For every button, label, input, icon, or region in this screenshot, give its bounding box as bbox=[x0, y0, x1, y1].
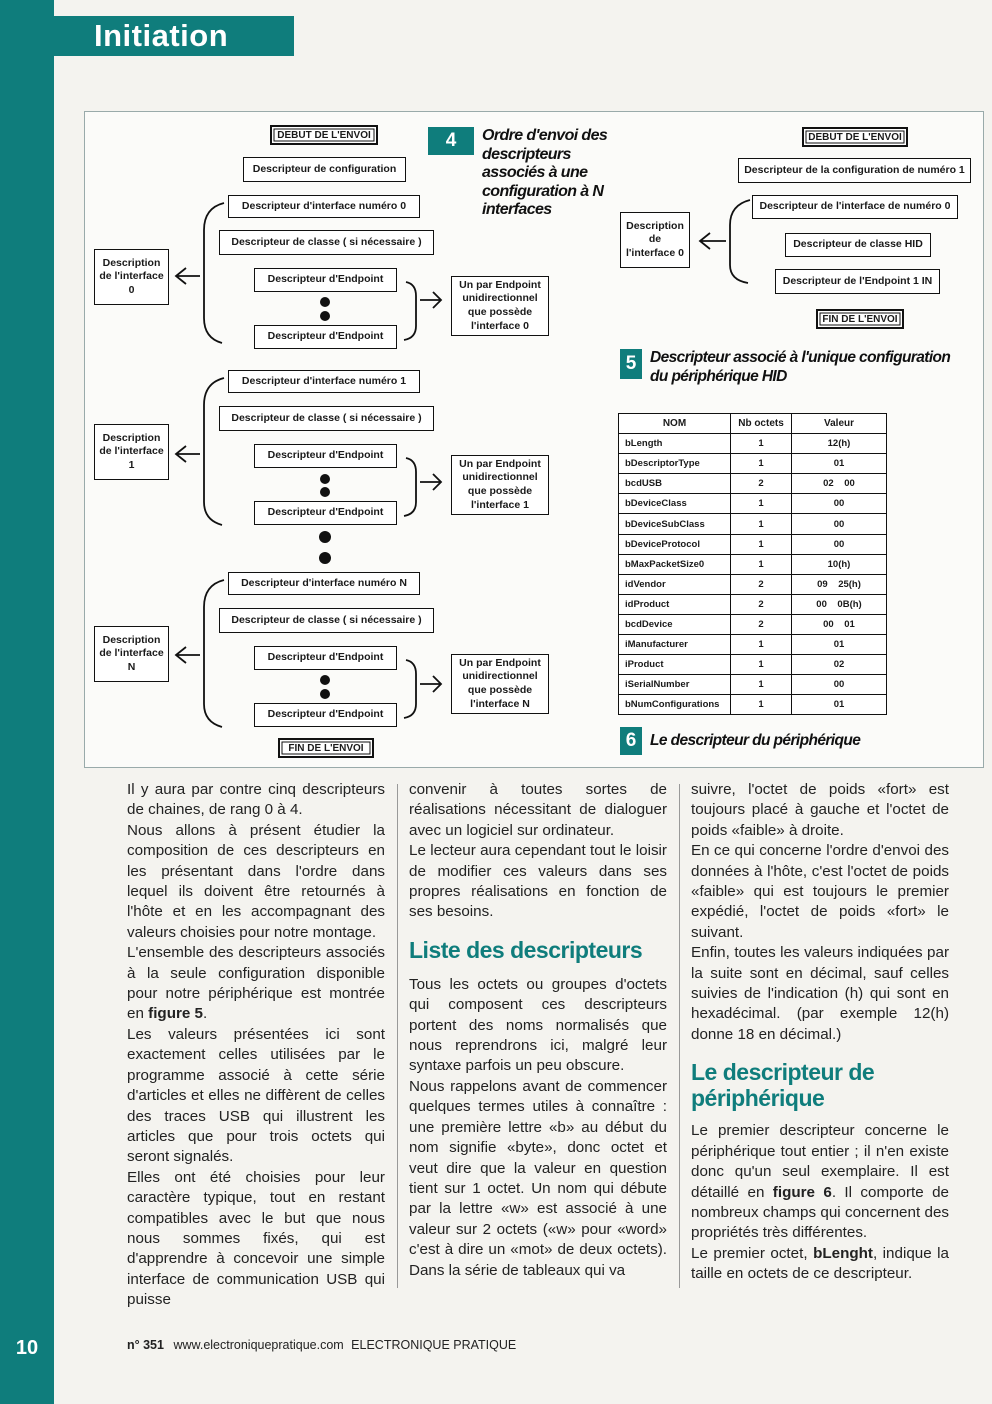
paragraph bbox=[127, 943, 385, 1025]
field-name: bDeviceClass bbox=[619, 494, 731, 514]
fig4-description-n-box: Description de l'interface N bbox=[94, 626, 169, 682]
section-heading: Liste des descripteurs bbox=[409, 936, 643, 963]
byte-count: 1 bbox=[731, 434, 792, 454]
table-row bbox=[619, 534, 887, 554]
field-name: bMaxPacketSize0 bbox=[619, 554, 731, 574]
table-row bbox=[619, 434, 887, 454]
fig4-ellipsis-dot bbox=[320, 474, 330, 484]
fig5-end-box: FIN DE L'ENVOI bbox=[816, 309, 904, 329]
article-column-3 bbox=[691, 780, 949, 1285]
fig4-number-badge: 4 bbox=[428, 127, 474, 155]
magazine-name: ELECTRONIQUE PRATIQUE bbox=[351, 1338, 517, 1352]
table-row bbox=[619, 635, 887, 655]
column-divider bbox=[679, 784, 680, 1288]
table-header-row bbox=[619, 414, 887, 434]
field-value: 12(h) bbox=[792, 434, 887, 454]
fig5-description-box: Description de l'interface 0 bbox=[620, 212, 690, 268]
text-span: . bbox=[203, 1005, 208, 1023]
field-value: 01 bbox=[792, 635, 887, 655]
text-span: . Il comporte de nombreux champs qui concernent des propriétés très différentes. bbox=[691, 1183, 949, 1242]
field-value: 00 0B(h) bbox=[792, 594, 887, 614]
paragraph: Nous rappelons avant de commencer quelques termes utiles à connaître : une première lettre «b» au début du nom signifie «byte», donc octet et veut dire que la valeur en question tient sur 1 octet. Un nom qui débute par la lettre «w» est associé à une valeur sur 2 octets («w» pour «word» c'est à dire un «mot» de deux octets). Dans la série de tableaux qui va bbox=[409, 1077, 667, 1279]
fig4-end-box: FIN DE L'ENVOI bbox=[278, 738, 374, 758]
fig6-caption-text: Le descripteur du périphérique bbox=[650, 732, 861, 749]
paragraph: Le lecteur aura cependant tout le loisir de modifier ces valeurs dans ses propres réalisations en fonction de ses besoins. bbox=[409, 842, 667, 921]
field-reference: bLenght bbox=[813, 1244, 873, 1262]
field-value: 00 bbox=[792, 675, 887, 695]
field-value: 01 bbox=[792, 454, 887, 474]
fig4-ellipsis-dot bbox=[320, 311, 330, 321]
paragraph: Il y aura par contre cinq descripteurs de chaines, de rang 0 à 4. bbox=[127, 781, 385, 819]
fig4-note-1-box: Un par Endpoint unidirectionnel que possède l'interface 1 bbox=[451, 455, 549, 515]
paragraph: En ce qui concerne l'ordre d'envoi des données à l'hôte, c'est l'octet de poids «faible» qui est toujours le premier expédié, l'octet de poids «fort» le suivant. bbox=[691, 842, 949, 941]
text-span: Le premier descripteur concerne le périphérique tout entier ; il n'en existe donc qu'un seul exemplaire. Il est détaillé en bbox=[691, 1122, 949, 1201]
table-row bbox=[619, 655, 887, 675]
fig4-interface-n-box: Descripteur d'interface numéro N bbox=[228, 572, 420, 595]
field-value: 02 bbox=[792, 655, 887, 675]
fig5-class-box: Descripteur de classe HID bbox=[785, 233, 931, 257]
field-name: bLength bbox=[619, 434, 731, 454]
field-value: 00 bbox=[792, 494, 887, 514]
fig4-ellipsis-dot bbox=[320, 487, 330, 497]
table-row bbox=[619, 454, 887, 474]
field-name: bNumConfigurations bbox=[619, 695, 731, 715]
paragraph: convenir à toutes sortes de réalisations nécessitant de dialoguer avec un logiciel sur ordinateur. bbox=[409, 781, 667, 839]
field-name: bDeviceProtocol bbox=[619, 534, 731, 554]
fig4-caption bbox=[428, 127, 610, 220]
fig4-config-box: Descripteur de configuration bbox=[243, 157, 406, 182]
fig5-caption bbox=[620, 349, 965, 386]
fig4-endpoint-nb-box: Descripteur d'Endpoint bbox=[254, 703, 397, 727]
table-header-cell: Valeur bbox=[792, 414, 887, 434]
fig4-class-1-box: Descripteur de classe ( si nécessaire ) bbox=[219, 406, 434, 431]
page-footer bbox=[127, 1338, 516, 1352]
text-span: L'ensemble des descripteurs associés à la seule configuration disponible pour notre périphérique est montrée en bbox=[127, 944, 385, 1023]
table-row bbox=[619, 554, 887, 574]
table-row bbox=[619, 514, 887, 534]
fig5-start-box: DEBUT DE L'ENVOI bbox=[802, 127, 908, 147]
field-value: 00 bbox=[792, 514, 887, 534]
paragraph: Elles ont été choisies pour leur caractère typique, tout en restant compatibles avec le but que nous nous sommes fixés, qui est d'apprendre à concevoir une simple interface de communication USB qui puisse bbox=[127, 1168, 385, 1309]
byte-count: 1 bbox=[731, 655, 792, 675]
fig4-ellipsis-dot bbox=[320, 297, 330, 307]
field-name: iSerialNumber bbox=[619, 675, 731, 695]
byte-count: 2 bbox=[731, 614, 792, 634]
fig5-number-badge: 5 bbox=[620, 349, 642, 379]
fig4-endpoint-0b-box: Descripteur d'Endpoint bbox=[254, 325, 397, 349]
fig4-note-0-box: Un par Endpoint unidirectionnel que possède l'interface 0 bbox=[451, 276, 549, 336]
table-row bbox=[619, 695, 887, 715]
byte-count: 1 bbox=[731, 494, 792, 514]
fig4-start-box: DEBUT DE L'ENVOI bbox=[270, 125, 378, 145]
fig5-config-box: Descripteur de la configuration de numéro 1 bbox=[738, 158, 971, 183]
field-value: 09 25(h) bbox=[792, 574, 887, 594]
field-value: 10(h) bbox=[792, 554, 887, 574]
table-header-cell: NOM bbox=[619, 414, 731, 434]
field-value: 00 01 bbox=[792, 614, 887, 634]
paragraph bbox=[691, 1244, 949, 1285]
paragraph bbox=[691, 1121, 949, 1243]
article-column-2 bbox=[409, 780, 667, 1281]
field-value: 00 bbox=[792, 534, 887, 554]
fig4-caption-text: Ordre d'envoi des descripteurs associés à une configuration à N interfaces bbox=[482, 127, 608, 218]
fig4-endpoint-0a-box: Descripteur d'Endpoint bbox=[254, 268, 397, 292]
fig4-endpoint-1b-box: Descripteur d'Endpoint bbox=[254, 501, 397, 525]
field-name: idVendor bbox=[619, 574, 731, 594]
fig4-description-1-box: Description de l'interface 1 bbox=[94, 424, 169, 480]
page-number: 10 bbox=[15, 1337, 39, 1359]
section-title: Initiation bbox=[94, 18, 229, 53]
table-row bbox=[619, 594, 887, 614]
fig4-endpoint-na-box: Descripteur d'Endpoint bbox=[254, 646, 397, 670]
field-name: bDescriptorType bbox=[619, 454, 731, 474]
fig5-interface-box: Descripteur de l'interface de numéro 0 bbox=[752, 195, 958, 219]
field-value: 02 00 bbox=[792, 474, 887, 494]
fig4-ellipsis-dot bbox=[319, 531, 331, 543]
byte-count: 1 bbox=[731, 534, 792, 554]
fig4-ellipsis-dot bbox=[320, 675, 330, 685]
fig4-note-n-box: Un par Endpoint unidirectionnel que possède l'interface N bbox=[451, 654, 549, 714]
fig4-ellipsis-dot bbox=[319, 552, 331, 564]
table-row bbox=[619, 574, 887, 594]
paragraph: Nous allons à présent étudier la composition de ces descripteurs en les présentant dans l'ordre dans lequel ils doivent être retournés à l'hôte et en les accompagnant des valeurs choisies pour notre montage. bbox=[127, 821, 385, 941]
field-name: bcdUSB bbox=[619, 474, 731, 494]
field-name: iManufacturer bbox=[619, 635, 731, 655]
field-name: idProduct bbox=[619, 594, 731, 614]
fig6-number-badge: 6 bbox=[620, 727, 642, 755]
table-row bbox=[619, 614, 887, 634]
paragraph: Enfin, toutes les valeurs indiquées par la suite sont en décimal, sauf celles suivies de l'indication (h) qui sont en hexadécimal. (par exemple 12(h) donne 18 en décimal.) bbox=[691, 944, 949, 1043]
table-row bbox=[619, 675, 887, 695]
field-name: iProduct bbox=[619, 655, 731, 675]
table-header-cell: Nb octets bbox=[731, 414, 792, 434]
fig4-interface-0-box: Descripteur d'interface numéro 0 bbox=[228, 195, 420, 218]
device-descriptor-table bbox=[618, 413, 887, 715]
byte-count: 1 bbox=[731, 675, 792, 695]
fig4-description-0-box: Description de l'interface 0 bbox=[94, 249, 169, 305]
figure-reference: figure 5 bbox=[148, 1005, 203, 1023]
byte-count: 2 bbox=[731, 574, 792, 594]
paragraph: suivre, l'octet de poids «fort» est toujours placé à gauche et l'octet de poids «faible» à droite. bbox=[691, 781, 949, 839]
fig4-interface-1-box: Descripteur d'interface numéro 1 bbox=[228, 370, 420, 393]
issue-number: n° 351 bbox=[127, 1338, 164, 1352]
fig4-ellipsis-dot bbox=[320, 689, 330, 699]
byte-count: 1 bbox=[731, 635, 792, 655]
section-heading: Le descripteur de périphérique bbox=[691, 1059, 875, 1112]
byte-count: 1 bbox=[731, 554, 792, 574]
website: www.electroniquepratique.com bbox=[173, 1338, 344, 1352]
byte-count: 2 bbox=[731, 594, 792, 614]
figure-reference: figure 6 bbox=[772, 1183, 832, 1201]
byte-count: 1 bbox=[731, 454, 792, 474]
article-column-1 bbox=[127, 780, 385, 1311]
text-span: , indique la taille en octets de ce descripteur. bbox=[691, 1244, 949, 1283]
byte-count: 1 bbox=[731, 514, 792, 534]
paragraph: Les valeurs présentées ici sont exactement celles utilisées par le programme associé à cette série d'articles et elles ne diffèrent de celles des traces USB qui illustrent les articles que pour trois octets qui seront signalés. bbox=[127, 1025, 385, 1166]
fig6-caption bbox=[620, 727, 860, 755]
fig4-class-0-box: Descripteur de classe ( si nécessaire ) bbox=[219, 230, 434, 255]
text-span: Le premier octet, bbox=[691, 1244, 808, 1262]
fig5-endpoint-box: Descripteur de l'Endpoint 1 IN bbox=[775, 269, 940, 294]
fig4-class-n-box: Descripteur de classe ( si nécessaire ) bbox=[219, 608, 434, 633]
fig4-endpoint-1a-box: Descripteur d'Endpoint bbox=[254, 444, 397, 468]
field-name: bDeviceSubClass bbox=[619, 514, 731, 534]
field-value: 01 bbox=[792, 695, 887, 715]
byte-count: 2 bbox=[731, 474, 792, 494]
field-name: bcdDevice bbox=[619, 614, 731, 634]
table-row bbox=[619, 494, 887, 514]
paragraph: Tous les octets ou groupes d'octets qui composent ces descripteurs portent des noms normalisés que nous reprendrons ici, malgré leur syntaxe parfois un peu obscure. bbox=[409, 975, 667, 1075]
fig5-caption-text: Descripteur associé à l'unique configuration du périphérique HID bbox=[650, 349, 951, 385]
table-row bbox=[619, 474, 887, 494]
column-divider bbox=[397, 784, 398, 1288]
byte-count: 1 bbox=[731, 695, 792, 715]
